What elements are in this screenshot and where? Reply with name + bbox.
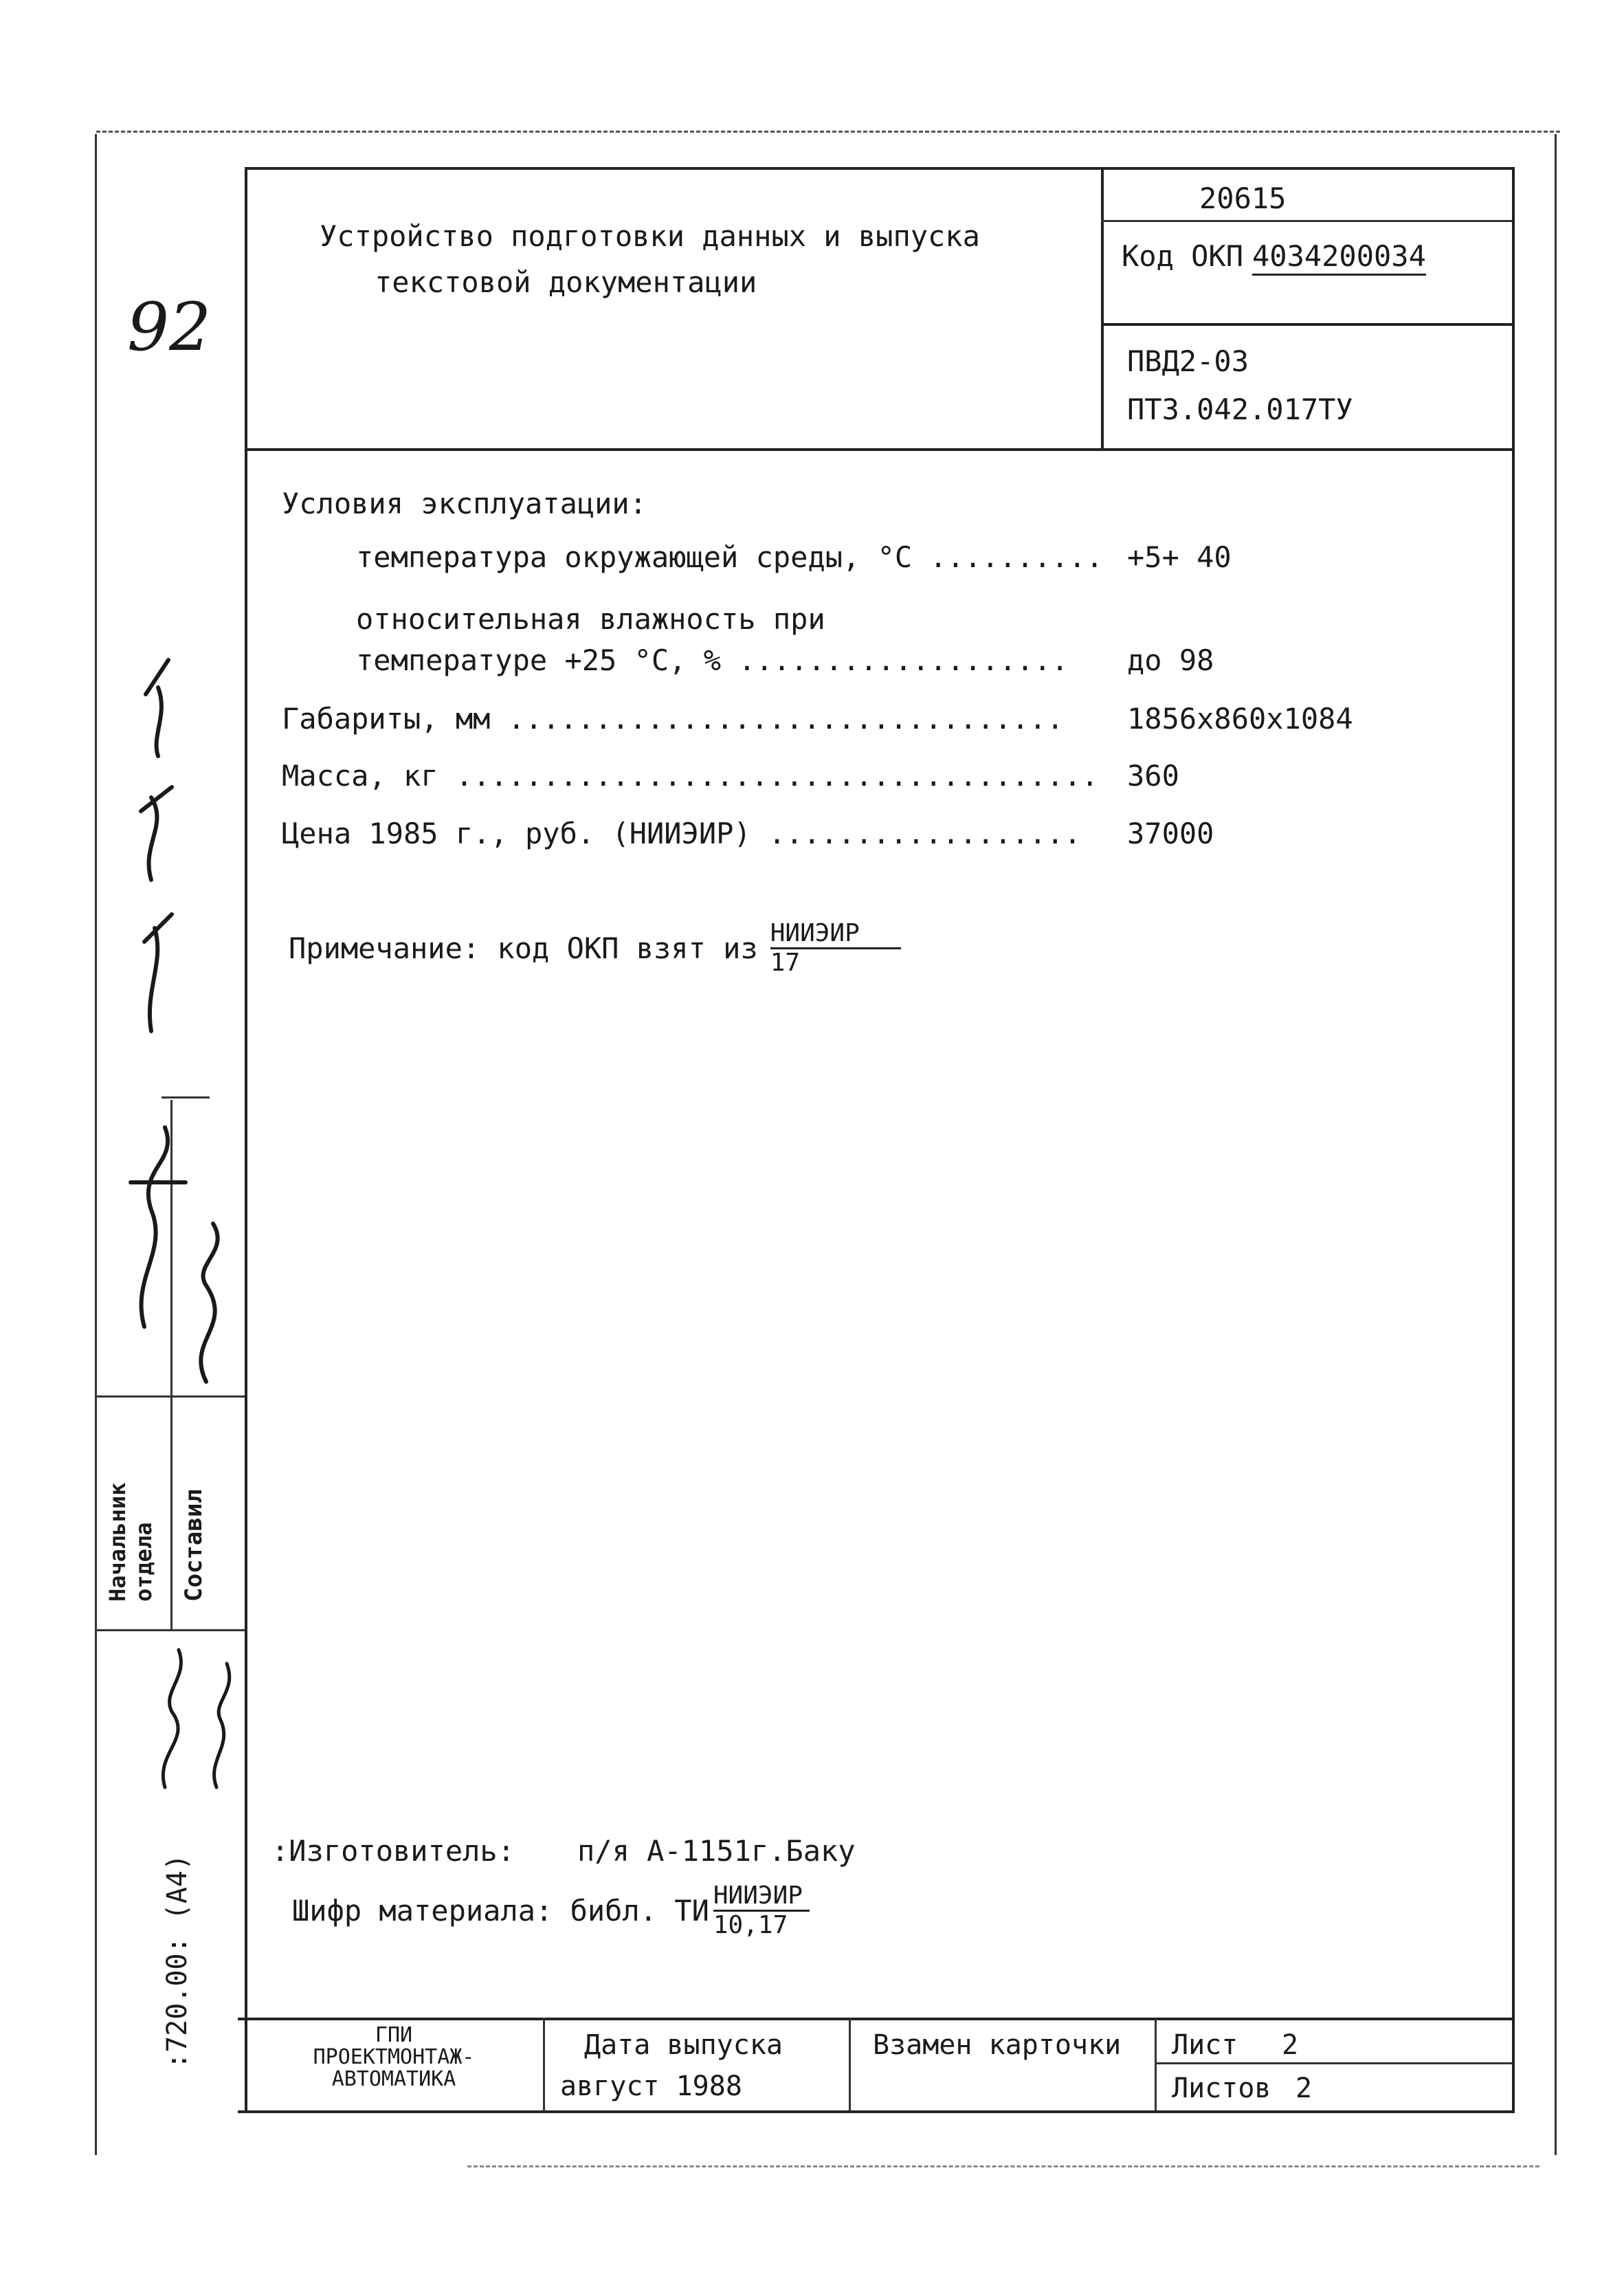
row-dimensions-value: 1856х860х1084 [1127, 702, 1353, 736]
form-code: :720.00: (А4) [162, 1853, 193, 2069]
org-line2: ПРОЕКТМОНТАЖ- [313, 2045, 475, 2069]
row-temp-value: +5+ 40 [1127, 540, 1232, 574]
release-value: август 1988 [560, 2071, 742, 2102]
cipher-fraction [713, 1881, 810, 1939]
cipher-line [292, 1881, 810, 1939]
replace-label: Взамен карточки [873, 2029, 1122, 2061]
row-humidity-temp-label: температуре +25 °С, % ................... [356, 643, 1069, 677]
footer-sheet-divider [1155, 2062, 1512, 2064]
footer-org [245, 2024, 543, 2090]
conditions-heading: Условия эксплуатации: [282, 487, 647, 520]
note-frac-bottom: 17 [770, 949, 801, 977]
row-humidity-label: относительная влажность при [356, 602, 825, 636]
spec-code: ПТ3.042.017ТУ [1127, 393, 1353, 426]
page-mark: 92 [127, 289, 212, 366]
frame-bottom [238, 2110, 1515, 2113]
header-row1 [1101, 220, 1512, 222]
side-author-label: Составил [180, 1489, 208, 1602]
note-frac-top: НИИЭИР [770, 921, 901, 949]
frame-right [1512, 167, 1515, 2112]
doc-number: 20615 [1199, 181, 1287, 215]
note-line [289, 921, 901, 975]
maker-value: п/я А-1151г.Баку [577, 1834, 856, 1868]
top-scan-edge [96, 131, 1560, 133]
cipher-label: Шифр материала: библ. ТИ [292, 1893, 709, 1928]
header-divider [1101, 167, 1104, 448]
cipher-frac-bottom: 10,17 [713, 1911, 788, 1939]
row-humidity-value: до 98 [1127, 643, 1214, 677]
right-scan-edge [1555, 134, 1557, 2155]
sheets-value: 2 [1295, 2073, 1313, 2104]
side-signatures [103, 619, 241, 1389]
row-mass-value: 360 [1127, 759, 1179, 793]
okp-label: Код ОКП [1122, 239, 1244, 273]
header-bottom [245, 448, 1515, 451]
bottom-scan-edge [467, 2165, 1539, 2167]
maker-label: :Изготовитель: [271, 1834, 515, 1868]
side-initials [151, 1636, 247, 1801]
sheets-label: Листов [1172, 2073, 1271, 2104]
side-head-label: Начальник отдела [104, 1482, 157, 1602]
okp-code: 4034200034 [1252, 242, 1426, 276]
sheet-value: 2 [1282, 2029, 1299, 2061]
row-price-label: Цена 1985 г., руб. (НИИЭИР) .................. [282, 817, 1082, 850]
footer-div1 [543, 2018, 545, 2110]
note-fraction [770, 921, 901, 975]
footer-top [238, 2018, 1515, 2020]
org-line3: АВТОМАТИКА [331, 2067, 456, 2091]
row-mass-label: Масса, кг ..................................... [282, 759, 1099, 793]
header-row2 [1101, 323, 1512, 326]
model-code: ПВД2-03 [1127, 344, 1249, 378]
left-scan-edge [95, 134, 97, 2155]
note-prefix: Примечание: код ОКП взят из [289, 931, 758, 965]
title-line2: текстовой документации [375, 265, 757, 299]
release-label: Дата выпуска [584, 2029, 783, 2061]
footer-div2 [849, 2018, 851, 2110]
row-dimensions-label: Габариты, мм ................................ [282, 702, 1064, 736]
frame-left [245, 167, 247, 2112]
title-line1: Устройство подготовки данных и выпуска [320, 219, 980, 253]
sheet-label: Лист [1172, 2029, 1238, 2061]
frame-top [245, 167, 1515, 170]
row-temp-label: температура окружающей среды, °С .......... [356, 540, 1104, 574]
side-row-bottom [96, 1629, 245, 1631]
cipher-frac-top: НИИЭИР [713, 1884, 810, 1912]
org-line1: ГПИ [375, 2023, 413, 2047]
row-price-value: 37000 [1127, 817, 1214, 850]
